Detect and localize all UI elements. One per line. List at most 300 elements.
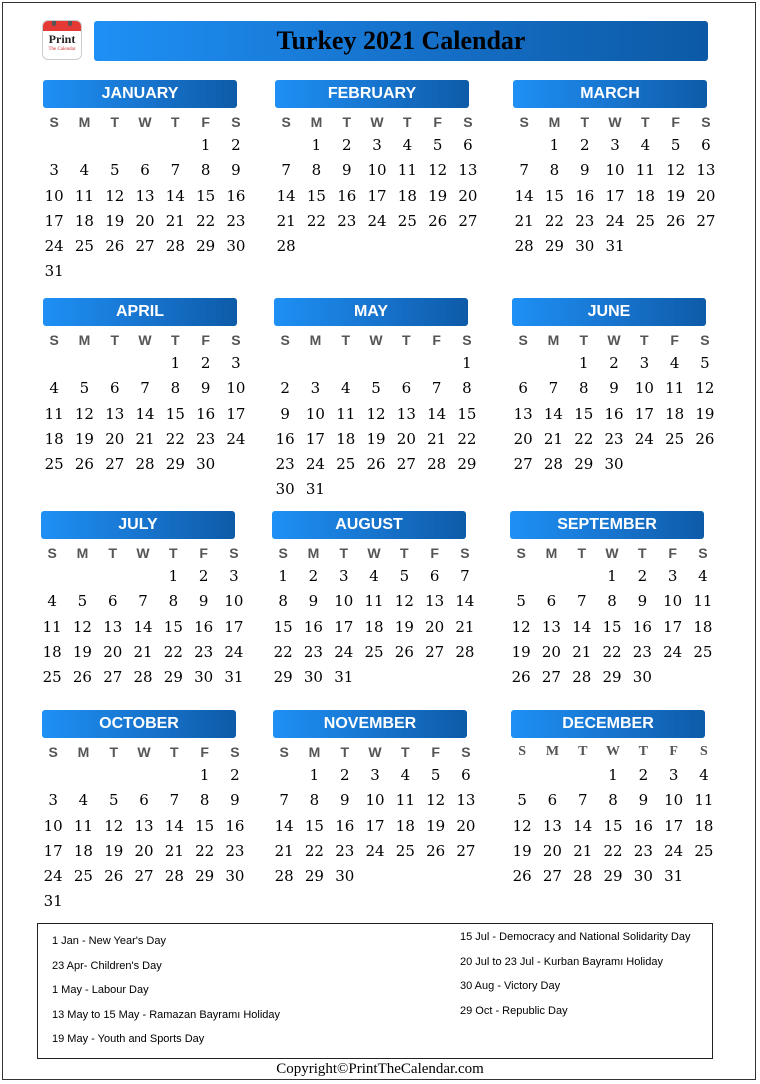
weekday-label: T (641, 114, 650, 130)
day-cell: 22 (165, 429, 185, 448)
day-cell: 12 (428, 161, 448, 180)
empty-day-cell (453, 234, 483, 259)
empty-day-cell (451, 864, 481, 889)
day-cell: 29 (304, 867, 324, 886)
day-cell: 16 (196, 404, 216, 423)
empty-day-cell (629, 452, 659, 477)
week-row (509, 184, 719, 209)
weekday-label: S (281, 114, 291, 130)
day-cell: 1 (462, 354, 472, 372)
day-cell: 5 (700, 354, 710, 372)
day-cell: 21 (165, 211, 185, 230)
day-cell: 29 (574, 455, 594, 474)
week-row (508, 452, 718, 477)
day-cell: 10 (334, 592, 354, 611)
month-header: JANUARY (43, 80, 237, 108)
month-header: AUGUST (272, 511, 466, 539)
logo-subtext: The Calendar (48, 47, 76, 52)
weekday-label: M (547, 332, 560, 348)
day-cell: 30 (226, 237, 246, 256)
day-cell: 2 (231, 136, 241, 154)
week-row (39, 351, 249, 376)
day-cell: 20 (396, 429, 416, 448)
day-cell: 14 (164, 816, 184, 835)
day-cell: 15 (544, 186, 564, 205)
day-cell: 10 (305, 404, 325, 423)
day-cell: 12 (366, 404, 386, 423)
day-cell: 12 (512, 816, 532, 835)
weekday-label: M (308, 744, 321, 760)
empty-day-cell (421, 477, 451, 502)
day-cell: 18 (635, 186, 655, 205)
day-cell: 14 (514, 186, 534, 205)
empty-day-cell (69, 351, 99, 376)
week-row (508, 402, 718, 427)
logo-ring-right (68, 20, 72, 26)
day-cell: 25 (364, 642, 384, 661)
weekday-label: M (545, 545, 558, 561)
empty-day-cell (39, 133, 69, 158)
day-cell: 23 (632, 642, 652, 661)
day-cell: 8 (607, 592, 617, 611)
weekday-label: T (638, 744, 648, 759)
day-cell: 16 (335, 816, 355, 835)
day-cell: 4 (400, 766, 411, 784)
day-cell: 1 (278, 567, 288, 585)
month-august (268, 511, 478, 690)
day-cell: 7 (279, 791, 289, 810)
day-cell: 8 (170, 379, 181, 398)
copyright[interactable]: Copyright©PrintTheCalendar.com (276, 1061, 484, 1077)
weekday-label: T (640, 332, 649, 348)
day-cell: 18 (665, 404, 685, 423)
empty-day-cell (538, 351, 568, 376)
day-cell: 23 (337, 211, 357, 230)
day-cell: 28 (573, 867, 593, 886)
day-cell: 5 (517, 791, 527, 810)
month-march (509, 80, 719, 259)
day-cell: 26 (74, 455, 94, 474)
weekday-row (39, 326, 249, 351)
weekday-label: F (201, 114, 210, 130)
empty-day-cell (190, 259, 220, 284)
day-cell: 11 (395, 791, 415, 810)
weekday-label: F (668, 545, 677, 561)
empty-day-cell (689, 864, 719, 889)
day-cell: 19 (105, 211, 125, 230)
day-cell: 5 (670, 136, 681, 154)
weekday-label: W (608, 114, 622, 130)
holidays-right-column (460, 925, 691, 1023)
day-cell: 3 (229, 567, 239, 585)
day-cell: 18 (44, 429, 64, 448)
day-cell: 5 (79, 379, 90, 398)
weekday-row (268, 539, 478, 564)
day-cell: 11 (694, 791, 714, 810)
day-cell: 8 (199, 791, 210, 810)
day-cell: 20 (513, 429, 533, 448)
empty-day-cell (331, 477, 361, 502)
empty-day-cell (221, 259, 251, 284)
logo-ring-left (52, 20, 56, 26)
day-cell: 5 (430, 766, 441, 784)
day-cell: 22 (603, 841, 623, 860)
weekday-label: T (108, 545, 118, 561)
day-cell: 17 (365, 816, 385, 835)
month-header: SEPTEMBER (510, 511, 704, 539)
day-cell: 27 (458, 211, 478, 230)
day-cell: 28 (276, 237, 296, 256)
week-row (38, 814, 248, 839)
day-cell: 26 (72, 668, 92, 687)
week-row (37, 564, 247, 589)
holiday-item: 13 May to 15 May - Ramazan Bayramı Holiday (52, 1008, 281, 1021)
day-cell: 19 (104, 841, 124, 860)
weekday-label: F (670, 332, 679, 348)
empty-day-cell (450, 665, 480, 690)
day-cell: 7 (460, 567, 470, 585)
empty-day-cell (67, 564, 97, 589)
day-cell: 13 (541, 617, 561, 636)
day-cell: 21 (164, 841, 184, 860)
weekday-label: S (47, 545, 57, 561)
day-cell: 2 (638, 766, 649, 784)
empty-day-cell (691, 234, 721, 259)
day-cell: 6 (139, 791, 149, 810)
weekday-label: S (519, 114, 529, 130)
day-cell: 25 (694, 841, 714, 860)
empty-day-cell (452, 477, 482, 502)
day-cell: 10 (634, 379, 654, 398)
weekday-label: W (138, 332, 152, 348)
day-cell: 23 (575, 211, 595, 230)
day-cell: 12 (695, 379, 715, 398)
empty-day-cell (361, 477, 391, 502)
empty-day-cell (300, 351, 330, 376)
day-cell: 16 (275, 429, 295, 448)
day-cell: 24 (367, 211, 387, 230)
weekday-label: T (577, 545, 587, 561)
day-cell: 31 (305, 480, 325, 499)
day-cell: 17 (367, 186, 387, 205)
day-cell: 17 (43, 841, 63, 860)
page-title: Turkey 2021 Calendar (276, 26, 526, 55)
weekday-label: F (200, 744, 209, 760)
weekday-label: M (307, 545, 320, 561)
weekday-label: T (403, 114, 412, 130)
holidays-box (37, 923, 713, 1059)
day-cell: 24 (365, 841, 385, 860)
day-cell: 11 (397, 161, 417, 180)
day-cell: 20 (542, 841, 562, 860)
day-cell: 2 (198, 567, 209, 585)
weekday-label: T (578, 744, 588, 759)
print-logo-icon[interactable] (42, 20, 82, 60)
day-cell: 12 (105, 186, 125, 205)
day-cell: 27 (105, 455, 125, 474)
weekday-label: M (77, 744, 90, 760)
weekday-label: W (606, 744, 621, 759)
week-row (38, 839, 248, 864)
day-cell: 17 (224, 617, 244, 636)
week-row (509, 234, 719, 259)
day-cell: 16 (604, 404, 624, 423)
empty-day-cell (389, 665, 419, 690)
day-cell: 7 (548, 379, 559, 398)
empty-day-cell (657, 665, 687, 690)
weekday-label: F (431, 744, 440, 760)
day-cell: 25 (665, 429, 685, 448)
day-cell: 27 (541, 668, 561, 687)
day-cell: 9 (339, 791, 350, 810)
month-january (39, 80, 249, 285)
day-cell: 14 (455, 592, 475, 611)
day-cell: 27 (425, 642, 445, 661)
week-row (509, 209, 719, 234)
week-row (508, 351, 718, 376)
day-cell: 23 (196, 429, 216, 448)
day-cell: 22 (602, 642, 622, 661)
day-cell: 27 (135, 237, 155, 256)
empty-day-cell (100, 351, 130, 376)
weekday-label: W (369, 332, 383, 348)
day-cell: 26 (104, 867, 124, 886)
day-cell: 8 (578, 379, 589, 398)
day-cell: 30 (575, 237, 595, 256)
day-cell: 17 (44, 211, 64, 230)
day-cell: 18 (336, 429, 356, 448)
weekday-row (270, 326, 480, 351)
day-cell: 20 (134, 841, 154, 860)
week-row (270, 477, 480, 502)
day-cell: 8 (462, 379, 472, 398)
weekday-label: T (339, 545, 349, 561)
day-cell: 3 (639, 354, 650, 372)
day-cell: 30 (303, 668, 323, 687)
week-row (271, 184, 481, 209)
day-cell: 25 (635, 211, 655, 230)
day-cell: 9 (231, 161, 241, 180)
weekday-row (38, 738, 248, 763)
weekday-label: M (78, 114, 91, 130)
weekday-label: S (48, 744, 58, 760)
day-cell: 2 (280, 379, 290, 398)
day-cell: 6 (547, 791, 558, 810)
day-cell: 15 (196, 186, 216, 205)
day-cell: 12 (72, 617, 92, 636)
week-row (506, 640, 716, 665)
day-cell: 18 (693, 617, 713, 636)
day-cell: 4 (369, 567, 379, 585)
day-cell: 10 (224, 592, 244, 611)
weekday-label: T (400, 545, 409, 561)
month-february (271, 80, 481, 259)
day-cell: 22 (195, 841, 215, 860)
day-cell: 27 (396, 455, 416, 474)
day-cell: 16 (575, 186, 595, 205)
weekday-label: S (279, 744, 289, 760)
day-cell: 17 (663, 617, 683, 636)
day-cell: 8 (309, 791, 320, 810)
empty-day-cell (360, 864, 390, 889)
day-cell: 28 (165, 237, 185, 256)
weekday-label: F (201, 332, 210, 348)
month-june (508, 298, 718, 477)
day-cell: 19 (511, 642, 531, 661)
day-cell: 21 (135, 429, 155, 448)
day-cell: 24 (334, 642, 354, 661)
empty-day-cell (128, 564, 158, 589)
weekday-label: M (78, 332, 91, 348)
month-header: JUNE (512, 298, 706, 326)
month-header: MARCH (513, 80, 707, 108)
weekday-label: M (545, 744, 560, 759)
week-row (39, 452, 249, 477)
week-row (269, 814, 479, 839)
day-cell: 19 (366, 429, 386, 448)
day-cell: 20 (105, 429, 125, 448)
day-cell: 26 (366, 455, 386, 474)
day-cell: 27 (542, 867, 562, 886)
day-cell: 18 (364, 617, 384, 636)
day-cell: 22 (544, 211, 564, 230)
day-cell: 11 (74, 186, 94, 205)
day-cell: 13 (456, 791, 476, 810)
day-cell: 11 (73, 816, 93, 835)
day-cell: 11 (336, 404, 356, 423)
day-cell: 5 (516, 592, 526, 611)
day-cell: 15 (304, 816, 324, 835)
day-cell: 30 (275, 480, 295, 499)
day-cell: 12 (104, 816, 124, 835)
day-cell: 28 (135, 455, 155, 474)
empty-day-cell (129, 889, 159, 914)
week-row (37, 615, 247, 640)
empty-day-cell (69, 259, 99, 284)
day-cell: 18 (74, 211, 94, 230)
empty-day-cell (129, 763, 159, 788)
day-cell: 2 (341, 136, 352, 154)
day-cell: 16 (225, 816, 245, 835)
week-row (39, 402, 249, 427)
day-cell: 25 (44, 455, 64, 474)
day-cell: 25 (42, 668, 62, 687)
day-cell: 13 (425, 592, 445, 611)
day-cell: 9 (637, 592, 648, 611)
day-cell: 3 (372, 136, 382, 154)
day-cell: 4 (669, 354, 680, 372)
weekday-label: S (463, 114, 473, 130)
day-cell: 25 (397, 211, 417, 230)
month-header: NOVEMBER (273, 710, 467, 738)
day-cell: 22 (304, 841, 324, 860)
weekday-label: W (136, 545, 150, 561)
weekday-label: S (461, 744, 471, 760)
day-cell: 17 (664, 816, 684, 835)
month-header: JULY (41, 511, 235, 539)
day-cell: 14 (572, 617, 592, 636)
weekday-label: T (638, 545, 647, 561)
day-cell: 23 (633, 841, 653, 860)
empty-day-cell (301, 234, 331, 259)
day-cell: 1 (549, 136, 560, 154)
day-cell: 31 (224, 668, 244, 687)
week-row (39, 234, 249, 259)
weekday-label: F (430, 545, 439, 561)
day-cell: 13 (105, 404, 125, 423)
empty-day-cell (99, 889, 129, 914)
day-cell: 23 (194, 642, 214, 661)
day-cell: 24 (43, 867, 63, 886)
day-cell: 16 (303, 617, 323, 636)
day-cell: 7 (577, 791, 588, 810)
day-cell: 4 (78, 791, 89, 810)
week-row (507, 763, 717, 788)
weekday-row (509, 108, 719, 133)
day-cell: 20 (135, 211, 155, 230)
day-cell: 19 (428, 186, 448, 205)
day-cell: 2 (579, 136, 590, 154)
weekday-label: M (310, 114, 323, 130)
day-cell: 4 (402, 136, 413, 154)
empty-day-cell (420, 864, 450, 889)
empty-day-cell (688, 665, 718, 690)
weekday-label: T (171, 332, 180, 348)
day-cell: 15 (163, 617, 183, 636)
day-cell: 12 (426, 791, 446, 810)
empty-day-cell (69, 133, 99, 158)
day-cell: 16 (194, 617, 214, 636)
day-cell: 7 (576, 592, 587, 611)
week-row (268, 589, 478, 614)
weekday-label: W (607, 332, 621, 348)
day-cell: 29 (163, 668, 183, 687)
week-row (507, 814, 717, 839)
day-cell: 15 (603, 816, 623, 835)
day-cell: 12 (394, 592, 414, 611)
day-cell: 28 (133, 668, 153, 687)
day-cell: 3 (338, 567, 349, 585)
day-cell: 27 (134, 867, 154, 886)
day-cell: 22 (457, 429, 477, 448)
week-row (506, 589, 716, 614)
day-cell: 23 (225, 841, 245, 860)
week-row (509, 133, 719, 158)
day-cell: 24 (224, 642, 244, 661)
day-cell: 20 (458, 186, 478, 205)
day-cell: 5 (371, 379, 381, 398)
week-row (39, 376, 249, 401)
holiday-item: 1 Jan - New Year's Day (52, 935, 166, 947)
day-cell: 18 (73, 841, 93, 860)
day-cell: 14 (276, 186, 296, 205)
day-cell: 15 (195, 816, 215, 835)
empty-day-cell (507, 763, 537, 788)
day-cell: 5 (77, 592, 88, 611)
day-cell: 9 (341, 161, 352, 180)
day-cell: 10 (367, 161, 387, 180)
day-cell: 8 (608, 791, 618, 810)
empty-day-cell (270, 351, 300, 376)
week-row (506, 615, 716, 640)
day-cell: 26 (695, 429, 715, 448)
day-cell: 13 (396, 404, 416, 423)
day-cell: 27 (103, 668, 123, 687)
empty-day-cell (419, 665, 449, 690)
day-cell: 28 (164, 867, 184, 886)
day-cell: 30 (196, 455, 216, 474)
empty-day-cell (130, 351, 160, 376)
